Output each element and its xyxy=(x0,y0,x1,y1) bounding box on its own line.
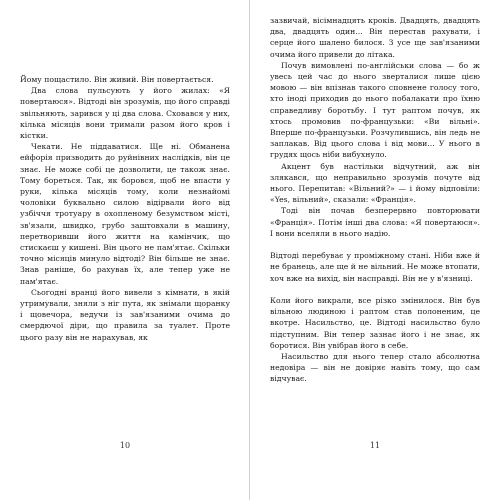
paragraph: Тоді він почав безперервно повторювати «Франція». Потім інші два слова: «Я повертаюся». І вони вселяли в нього надію. xyxy=(270,206,480,238)
paragraph: Почув вимовлені по-англійськи слова — бо ж увесь цей час до нього зверталися лише цією мовою — він впізнав такого сповнене голосу того, хто іноді приходив до нього побалакати про їхню справедливу боротьбу. І тут раптом почув, як хтось промовив по-французьки: «Ви вільні». Вперше по-французьки. Розчулившись, він ледь не заплакав. Від цього слова і від мови... У нього в грудях щось ніби вибухнуло. xyxy=(270,60,480,160)
book-gutter xyxy=(249,0,250,500)
right-page-text xyxy=(270,15,480,385)
right-page xyxy=(270,0,480,500)
section-break xyxy=(270,239,480,250)
page-number: 11 xyxy=(369,441,381,450)
paragraph: зазвичай, вісімнадцять кроків. Двадцять, двадцять два, двадцять один... Він перестав рахувати, і серце його шалено билося. З усе ще зав'язаними очима його привели до літака. xyxy=(270,16,480,59)
paragraph: Два слова пульсують у його жилах: «Я повертаюся». Відтоді він зрозумів, що його справді звільняють, зарився у ці два слова. Сховався у них, кілька місяців вони тримали разом його кров і кістки. xyxy=(20,86,230,141)
paragraph: Відтоді перебуває у проміжному стані. Ніби вже й не бранець, але ще й не вільний. Не може втопати, хоч вже на вихід, він насправді. Він не у в'язниці. xyxy=(270,251,480,283)
left-page-text xyxy=(20,74,230,343)
paragraph: Йому пощастило. Він живий. Він повертається. xyxy=(20,75,214,84)
page-number: 10 xyxy=(119,441,131,450)
paragraph: Насильство для нього тепер стало абсолютна недовіра — він не довіряє навіть тому, що сам відчуває. xyxy=(270,352,480,384)
left-page xyxy=(20,0,230,500)
paragraph: Чекати. Не піддаватися. Ще ні. Обманена ейфорія призводить до руйнівних наслідків, він це знає. Не може собі це дозволити, це також знає. Тому бореться. Так, як боровся, щоб не впасти у руки, кілька місяців тому, коли незнайомі чоловіки буквально силою відірвали його від узбіччя тротуару в охопленому безумством місті, зв'язали, швидко, грубо заштовхали в машину, перетворивши його життя на камінчик, що стискаєш у кишені. Він цього не пам'ятає. Скільки точно місяців минуло відтоді? Він більше не знає. Знав раніше, бо рахував їх, але тепер уже не пам'ятає. xyxy=(20,142,230,286)
paragraph: Акцент був настільки відчутний, аж він злякався, що неправильно зрозумів почуте від нього. Перепитав: «Вільний?» — і йому відповіли: «Yes, вільний», сказали: «Франція». xyxy=(270,161,480,205)
section-break xyxy=(270,284,480,295)
paragraph: Сьогодні вранці його вивели з кімнати, в якій утримували, зняли з ніг пута, як знімали щоранку і щовечора, ведучи із зав'язаними очима до смердючої діри, що правила за туалет. Проте цього разу він не нарахував, як xyxy=(20,287,230,342)
paragraph: Коли його викрали, все різко змінилося. Він був вільною людиною і раптом став полоненим, це вкотре. Насильство, це. Відтоді насильство було підступним. Він тепер зазнає його і не знає, як боротися. Він увібрав його в себе. xyxy=(270,296,480,350)
